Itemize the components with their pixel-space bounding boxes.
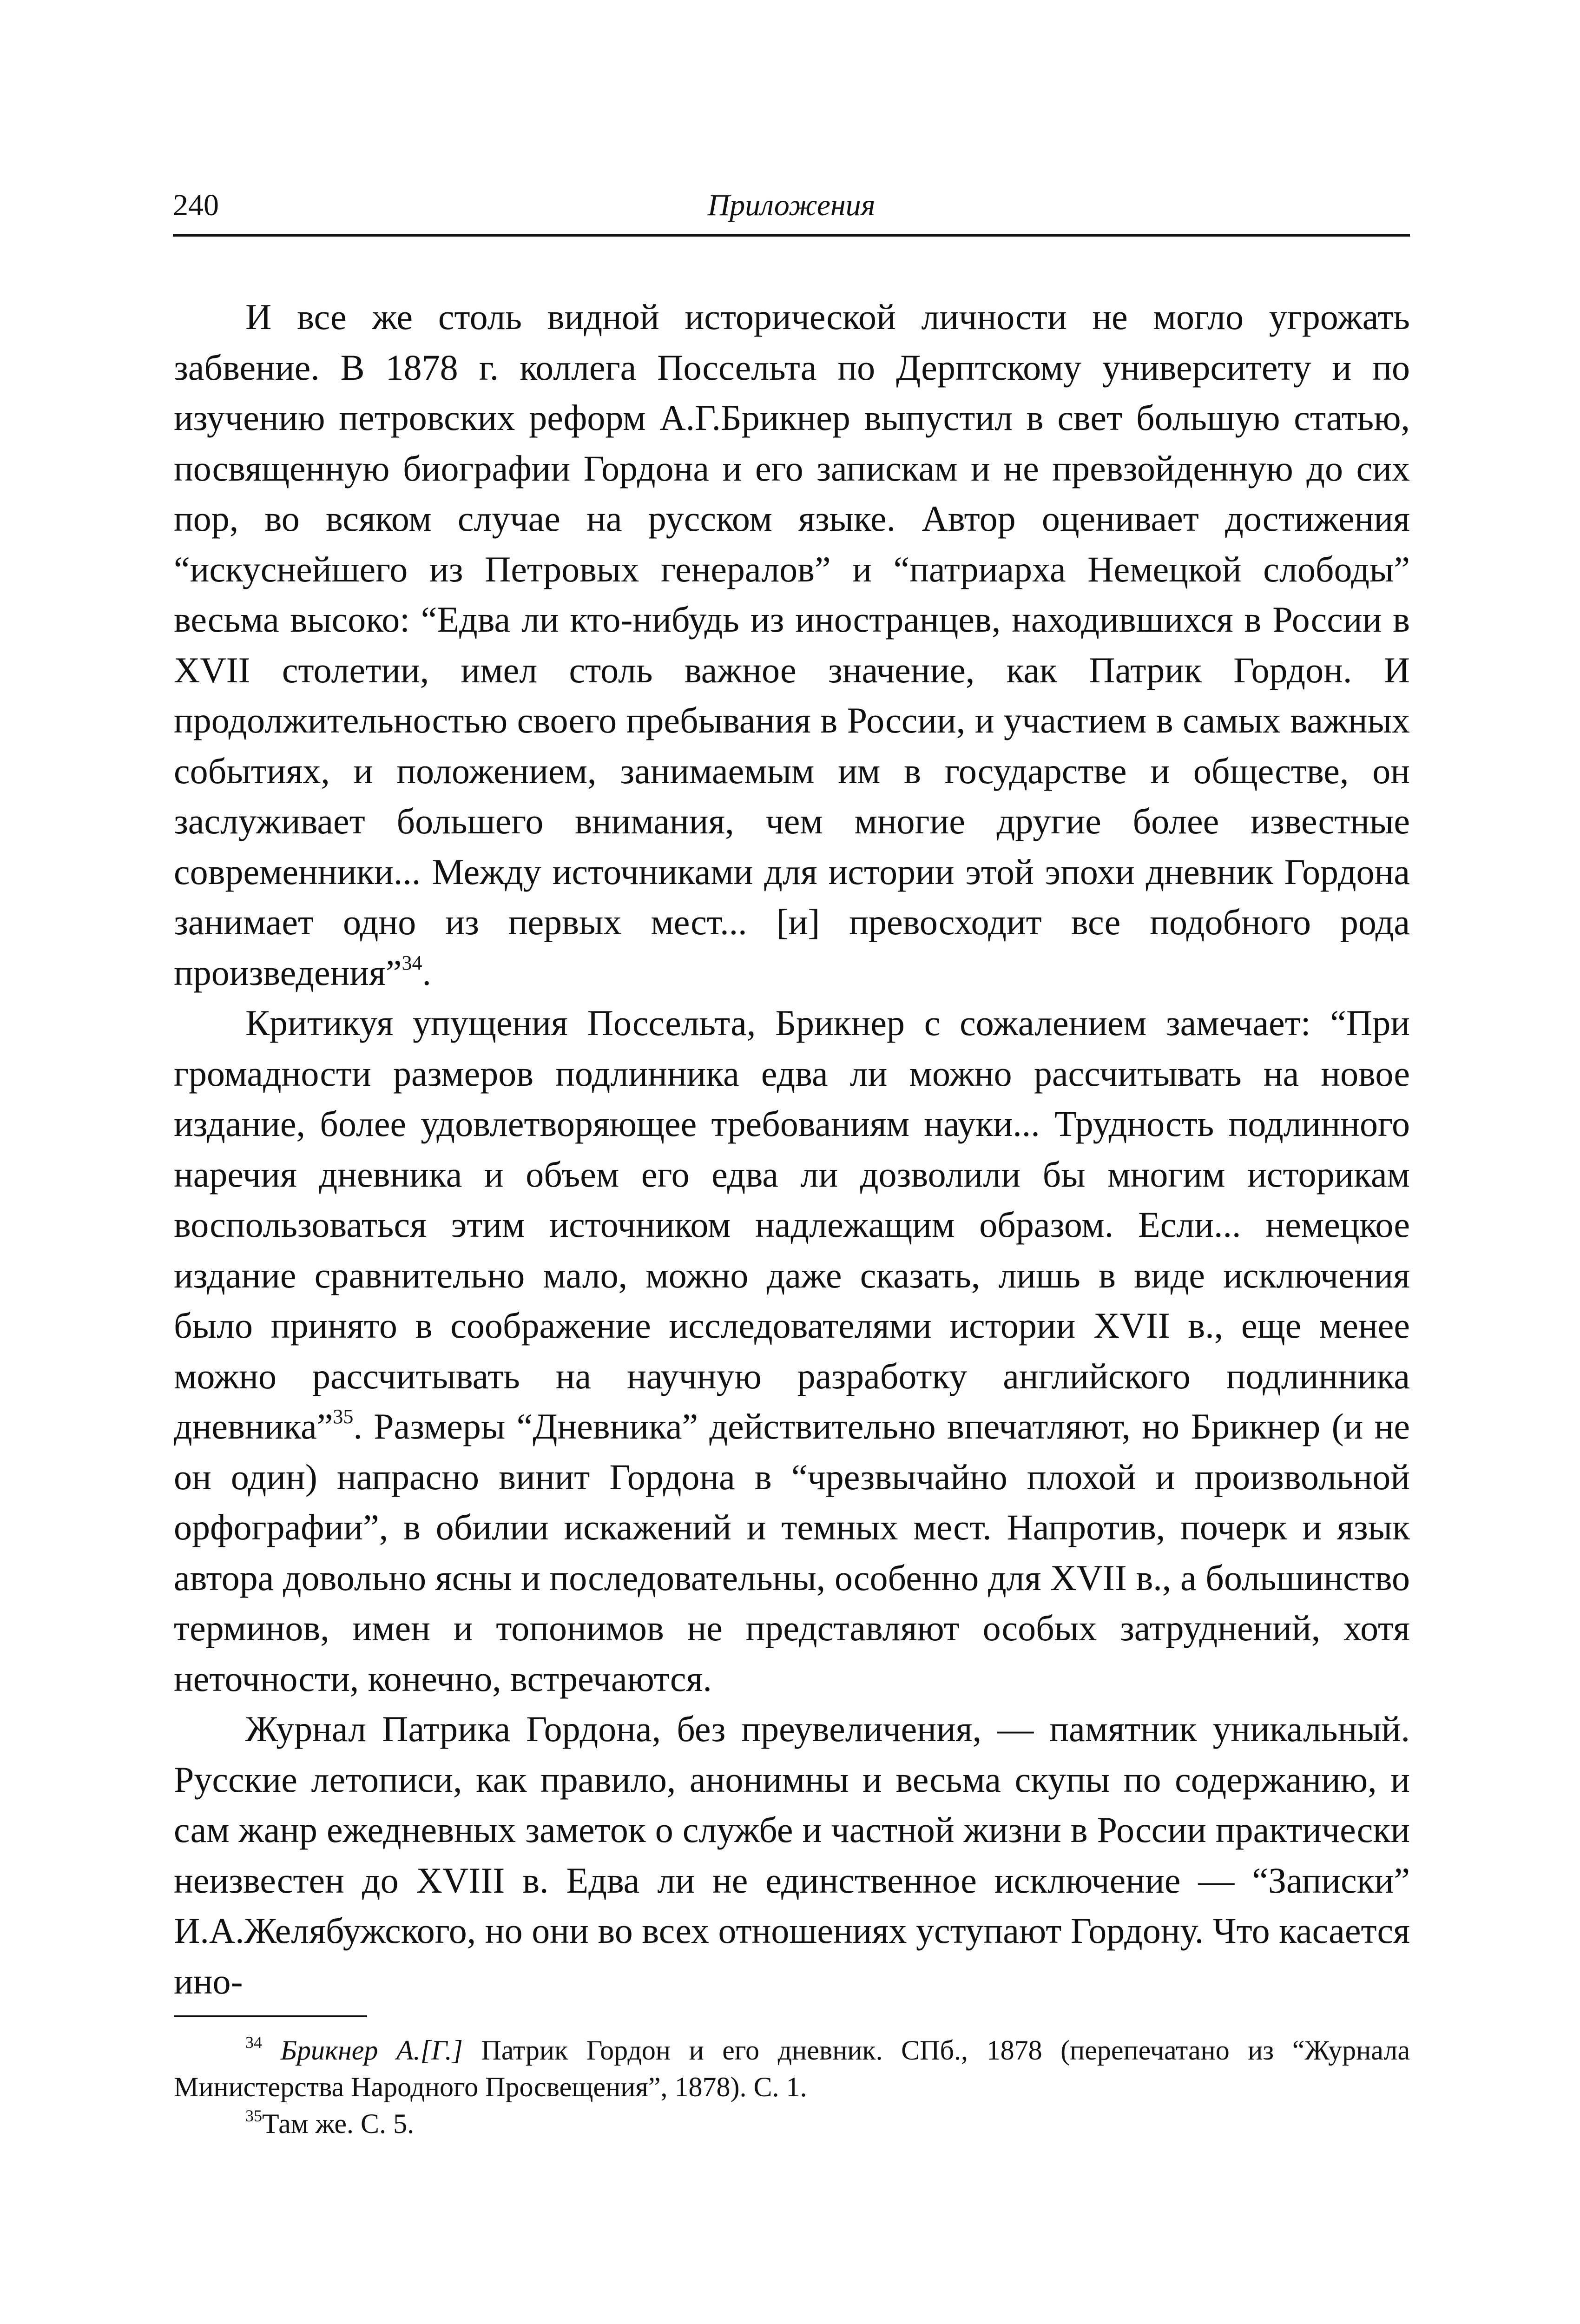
paragraph-1-text: И все же столь видной исторической личности не могло угрожать забвение. В 1878 г. коллега Поссельта по Дерптскому университету и по изучению петровских реформ А.Г.Брикнер выпустил в свет большую статью, посвященную биографии Гордона и его запискам и не превзойденную до сих пор, во всяком случае на русском языке. Автор оценивает достижения “искуснейшего из Петровых генералов” и “патриарха Немецкой слободы” весьма высоко: “Едва ли кто-нибудь из иностранцев, находившихся в России в XVII столетии, имел столь важное значение, как Патрик Гордон. И продолжительностью своего пребывания в России, и участием в самых важных событиях, и положением, занимаемым им в государстве и обществе, он заслуживает большего внимания, чем многие другие более известные современники... Между источниками для истории этой эпохи дневник Гордона занимает одно из первых мест... [и] превосходит все подобного рода произведения”	[174, 297, 1410, 993]
footnote-text: Патрик Гордон и его дневник. СПб., 1878 (перепечатано из “Журнала Министерства Народного Просвещения”, 1878). С. 1.	[174, 2035, 1410, 2102]
main-text	[174, 292, 1410, 2007]
running-title: Приложения	[707, 188, 876, 222]
footnotes	[174, 2032, 1410, 2142]
footnote-mark: 34	[245, 2033, 262, 2052]
footnote-text: Там же. С. 5.	[262, 2108, 415, 2139]
footnote-mark: 35	[245, 2106, 262, 2125]
header-rule	[173, 234, 1410, 237]
page-number: 240	[173, 188, 219, 222]
paragraph-3	[174, 1704, 1410, 2007]
paragraph-1	[174, 292, 1410, 998]
paragraph-2-text: Критикуя упущения Поссельта, Брикнер с сожалением замечает: “При громадности размеров подлинника едва ли можно рассчитывать на новое издание, более удовлетворяющее требованиям науки... Трудность подлинного наречия дневника и объем его едва ли дозволили бы многим историкам воспользоваться этим источником надлежащим образом. Если... немецкое издание сравнительно мало, можно даже сказать, лишь в виде исключения было принято в соображение исследователями истории XVII в., еще менее можно рассчитывать на научную разработку английского подлинника дневника”	[174, 1003, 1410, 1446]
footnote-author: Брикнер А.[Г.]	[280, 2035, 463, 2066]
paragraph-2	[174, 998, 1410, 1704]
paragraph-3-text: Журнал Патрика Гордона, без преувеличения, — памятник уникальный. Русские летописи, как правило, анонимны и весьма скупы по содержанию, и сам жанр ежедневных заметок о службе и частной жизни в России практически неизвестен до XVIII в. Едва ли не единственное исключение — “Записки” И.А.Желябужского, но они во всех отношениях уступают Гордону. Что касается ино-	[174, 1709, 1410, 2001]
paragraph-1-end: .	[422, 952, 432, 993]
footnote-35	[174, 2106, 1410, 2142]
footnote-ref-34: 34	[402, 951, 422, 974]
footnote-ref-35: 35	[333, 1405, 354, 1428]
running-header	[173, 182, 1410, 229]
footnote-34	[174, 2032, 1410, 2106]
footnote-rule	[174, 2015, 367, 2017]
paragraph-2-end: . Размеры “Дневника” действительно впечатляют, но Брикнер (и не он один) напрасно винит Гордона в “чрезвычайно плохой и произвольной орфографии”, в обилии искажений и темных мест. Напротив, почерк и язык автора довольно ясны и последовательны, особенно для XVII в., а большинство терминов, имен и топонимов не представляют особых затруднений, хотя неточности, конечно, встречаются.	[174, 1406, 1410, 1699]
